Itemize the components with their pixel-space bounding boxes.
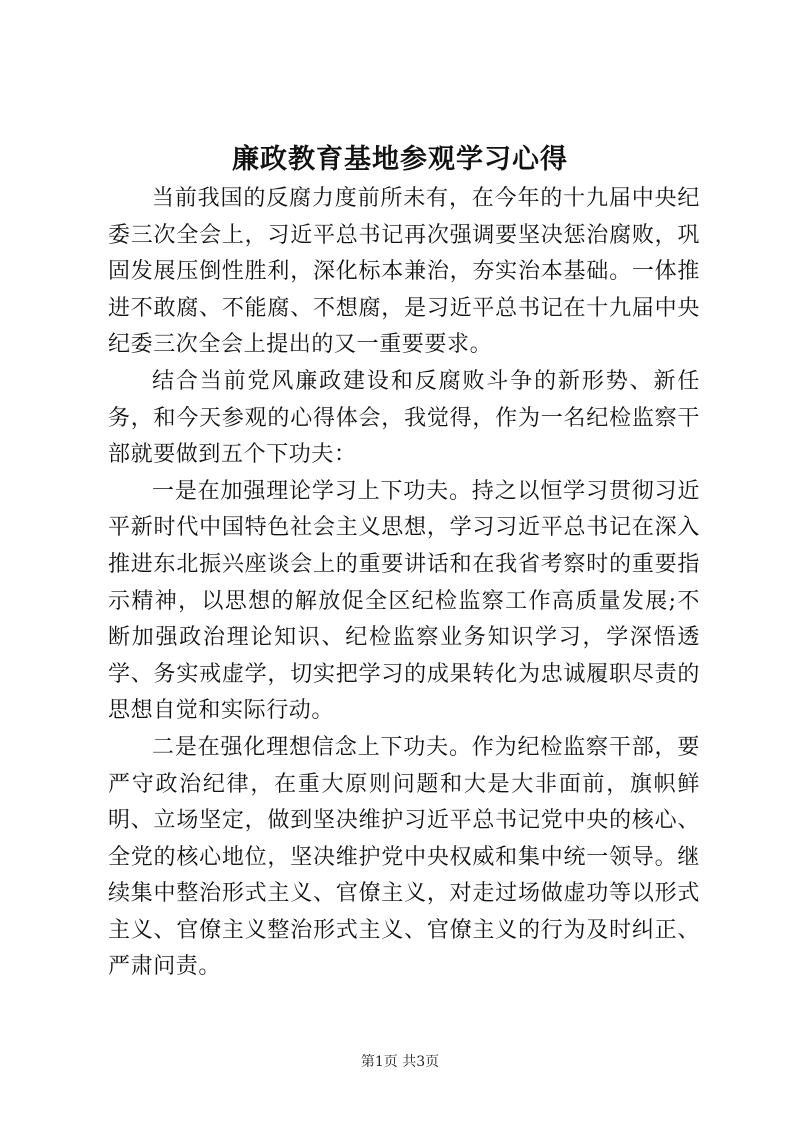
paragraph-4: 二是在强化理想信念上下功夫。作为纪检监察干部，要严守政治纪律，在重大原则问题和大是大非面前，旗帜鲜明、立场坚定，做到坚决维护习近平总书记党中央的核心、全党的核心地位，坚决维护党中央权威和集中统一领导。继续集中整治形式主义、官僚主义，对走过场做虚功等以形式主义、官僚主义整治形式主义、官僚主义的行为及时纠正、严肃问责。 [108, 734, 700, 980]
page-footer: 第1页 共3页 [360, 1054, 440, 1070]
paragraph-1: 当前我国的反腐力度前所未有，在今年的十九届中央纪委三次全会上，习近平总书记再次强调要坚决惩治腐败，巩固发展压倒性胜利，深化标本兼治，夯实治本基础。一体推进不敢腐、不能腐、不想腐，是习近平总书记在十九届中央纪委三次全会上提出的又一重要要求。 [108, 186, 700, 358]
paragraph-3: 一是在加强理论学习上下功夫。持之以恒学习贯彻习近平新时代中国特色社会主义思想，学习习近平总书记在深入推进东北振兴座谈会上的重要讲话和在我省考察时的重要指示精神，以思想的解放促全区纪检监察工作高质量发展;不断加强政治理论知识、纪检监察业务知识学习，学深悟透学、务实戒虚学，切实把学习的成果转化为忠诚履职尽责的思想自觉和实际行动。 [108, 478, 700, 724]
document-title: 廉政教育基地参观学习心得 [232, 144, 568, 175]
paragraph-2: 结合当前党风廉政建设和反腐败斗争的新形势、新任务，和今天参观的心得体会，我觉得，作为一名纪检监察干部就要做到五个下功夫： [108, 368, 700, 468]
document-body [108, 181, 700, 986]
